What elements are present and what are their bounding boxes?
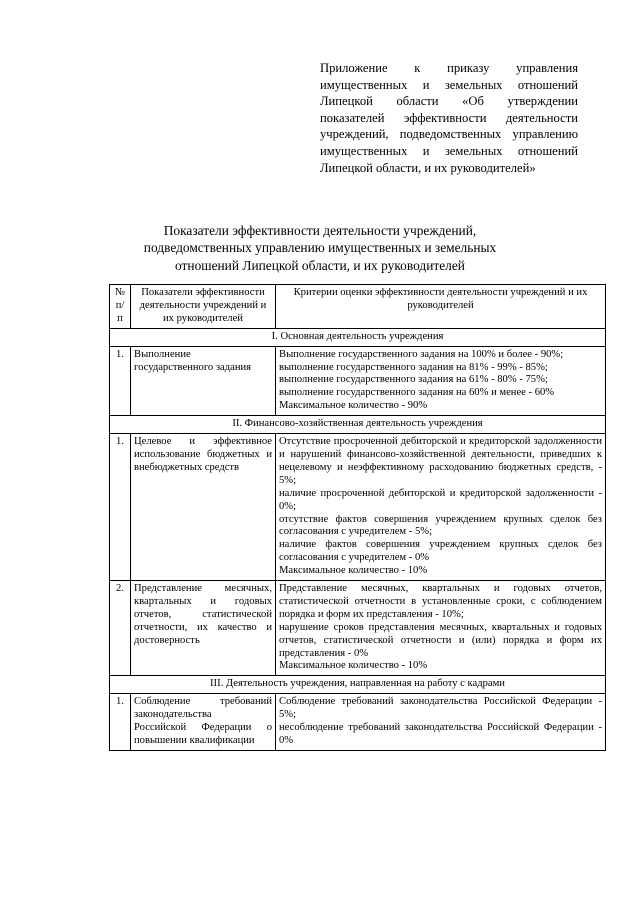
section-row xyxy=(110,328,606,346)
indicator-cell: Целевое и эффективное использование бюджетных и внебюджетных средств xyxy=(131,434,276,581)
section-row xyxy=(110,676,606,694)
indicator-line: Соблюдение требований законодательства xyxy=(134,696,272,721)
section-row xyxy=(110,416,606,434)
criterion: Выполнение государственного задания на 100% и более - 90%; xyxy=(279,348,564,360)
row-number: 1. xyxy=(110,346,131,416)
title-line: подведомственных управлению имущественных и земельных xyxy=(143,240,497,256)
criterion: несоблюдение требований законодательства Российской Федерации - 0% xyxy=(279,722,602,746)
criterion: отсутствие фактов совершения учреждением крупных сделок без согласования с учредителем - 5%; xyxy=(279,513,602,538)
table-row xyxy=(110,694,606,751)
criteria-cell xyxy=(276,434,606,581)
criterion: выполнение государственного задания на 61% - 80% - 75%; xyxy=(279,374,548,386)
criterion: выполнение государственного задания на 60% и менее - 60% xyxy=(279,387,555,399)
section-title: III. Деятельность учреждения, направленная на работу с кадрами xyxy=(110,676,606,694)
row-number: 1. xyxy=(110,434,131,581)
header-number: № п/п xyxy=(110,285,131,329)
section-title: I. Основная деятельность учреждения xyxy=(110,328,606,346)
criterion: наличие фактов совершения учреждением крупных сделок без согласования с учредителем - 0% xyxy=(279,539,602,564)
criterion-max: Максимальное количество - 90% xyxy=(279,400,428,412)
row-number: 2. xyxy=(110,581,131,676)
criteria-cell xyxy=(276,346,606,416)
indicator-line: Российской Федерации о повышении квалификации xyxy=(134,722,272,746)
criterion-max: Максимальное количество - 10% xyxy=(279,660,428,672)
criterion-max: Максимальное количество - 10% xyxy=(279,565,428,577)
indicator-cell: Представление месячных, квартальных и годовых отчетов, статистической отчетности, их качество и достоверность xyxy=(131,581,276,676)
header-indicators: Показатели эффективности деятельности учреждений и их руководителей xyxy=(131,285,276,329)
table-header-row xyxy=(110,285,606,329)
section-title: II. Финансово-хозяйственная деятельность учреждения xyxy=(110,416,606,434)
table-row xyxy=(110,346,606,416)
table-row xyxy=(110,581,606,676)
document-title xyxy=(110,222,530,274)
appendix-note: Приложение к приказу управления имущественных и земельных отношений Липецкой области «Об утверждении показателей эффективности деятельности учреждений, подведомственных управлению имущественных и земельных отношений Липецкой области, и их руководителей» xyxy=(320,61,578,175)
criterion: Соблюдение требований законодательства Российской Федерации - 5%; xyxy=(279,696,602,721)
criteria-cell xyxy=(276,694,606,751)
criterion: Отсутствие просроченной дебиторской и кредиторской задолженности и нарушений финансово-хозяйственной деятельности, приведших к нецелевому и неэффективному расходованию бюджетных средств, - 5%; xyxy=(279,436,602,486)
title-line: отношений Липецкой области, и их руководителей xyxy=(175,257,465,273)
criteria-cell xyxy=(276,581,606,676)
criterion: выполнение государственного задания на 81% - 99% - 85%; xyxy=(279,361,548,373)
criterion: Представление месячных, квартальных и годовых отчетов, статистической отчетности в установленные сроки, с соблюдением порядка и форм их представления - 10%; xyxy=(279,583,602,620)
header-criteria: Критерии оценки эффективности деятельности учреждений и их руководителей xyxy=(276,285,606,329)
title-line: Показатели эффективности деятельности учреждений, xyxy=(163,223,477,238)
row-number: 1. xyxy=(110,694,131,751)
indicator-cell xyxy=(131,694,276,751)
criterion: наличие просроченной дебиторской и кредиторской задолженности - 0%; xyxy=(279,487,602,512)
criterion: нарушение сроков представления месячных, квартальных и годовых отчетов, статистической отчетности и (или) порядка и форм их представления - 0% xyxy=(279,621,602,659)
indicator-cell: Выполнение государственного задания xyxy=(131,346,276,416)
criteria-table xyxy=(109,284,606,751)
table-row xyxy=(110,434,606,581)
